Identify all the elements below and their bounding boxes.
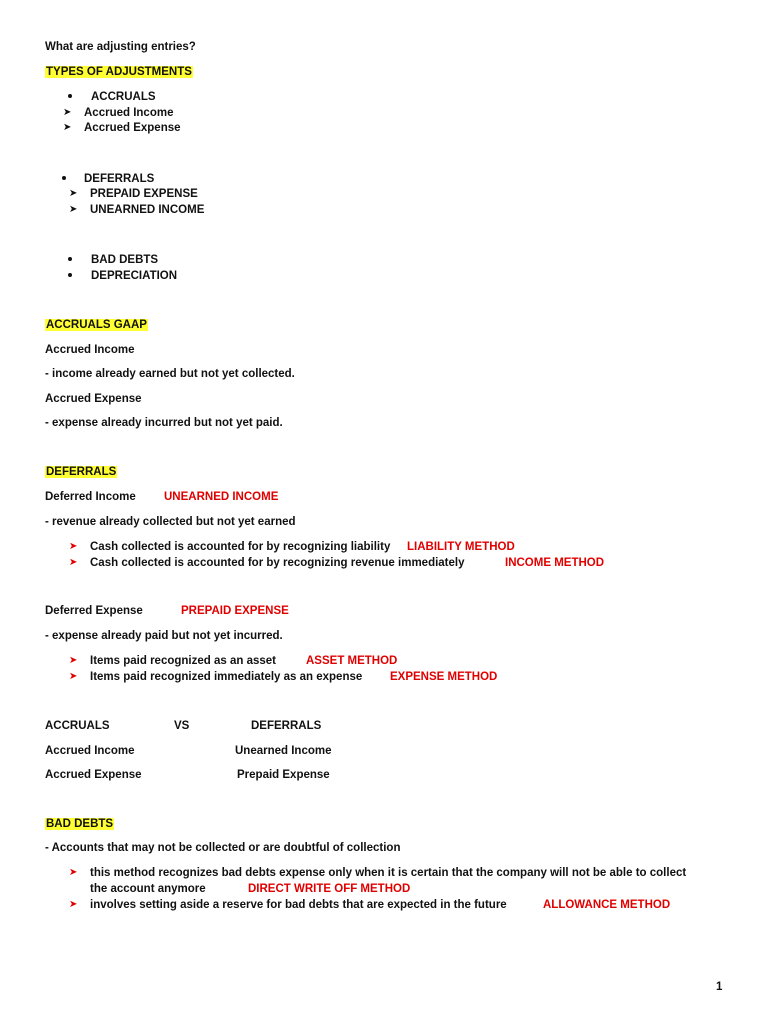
deferred-expense-definition: - expense already paid but not yet incurred.: [45, 630, 283, 642]
arrow-bullet-icon: ➤: [63, 122, 72, 133]
deferred-expense-item-text: Items paid recognized as an asset: [90, 655, 276, 667]
type-prepaid-expense: PREPAID EXPENSE: [90, 188, 198, 200]
bullet-icon: [68, 257, 72, 261]
asset-method-label: ASSET METHOD: [306, 655, 398, 667]
prepaid-expense-alias: PREPAID EXPENSE: [181, 605, 289, 617]
deferrals-heading: DEFERRALS: [46, 466, 117, 478]
types-heading: TYPES OF ADJUSTMENTS: [46, 66, 192, 78]
direct-write-off-text: this method recognizes bad debts expense only when it is certain that the company will not be able to collect: [90, 867, 687, 879]
bullet-icon: [68, 273, 72, 277]
deferred-expense-item-text: Items paid recognized immediately as an expense: [90, 671, 363, 683]
direct-write-off-text-cont: the account anymore: [90, 883, 206, 895]
direct-write-off-method-label: DIRECT WRITE OFF METHOD: [248, 883, 411, 895]
allowance-text: involves setting aside a reserve for bad debts that are expected in the future: [90, 899, 507, 911]
accrued-income-label: Accrued Income: [45, 344, 135, 356]
arrow-bullet-icon: ➤: [69, 899, 78, 910]
arrow-bullet-icon: ➤: [69, 188, 78, 199]
deferred-income-definition: - revenue already collected but not yet earned: [45, 516, 296, 528]
arrow-bullet-icon: ➤: [69, 204, 78, 215]
accrued-income-definition: - income already earned but not yet collected.: [45, 368, 295, 380]
type-unearned-income: UNEARNED INCOME: [90, 204, 205, 216]
deferred-income-label: Deferred Income: [45, 491, 136, 503]
arrow-bullet-icon: ➤: [69, 541, 78, 552]
comparison-left-cell: Accrued Expense: [45, 769, 142, 781]
comparison-left-cell: Accrued Income: [45, 745, 135, 757]
income-method-label: INCOME METHOD: [505, 557, 605, 569]
page-number: 1: [716, 981, 723, 993]
deferred-expense-label: Deferred Expense: [45, 605, 143, 617]
arrow-bullet-icon: ➤: [69, 655, 78, 666]
comparison-right-heading: DEFERRALS: [251, 720, 322, 732]
accrued-expense-definition: - expense already incurred but not yet paid.: [45, 417, 283, 429]
comparison-right-cell: Unearned Income: [235, 745, 332, 757]
arrow-bullet-icon: ➤: [69, 557, 78, 568]
comparison-right-cell: Prepaid Expense: [237, 769, 330, 781]
bad-debts-heading: BAD DEBTS: [46, 818, 114, 830]
deferred-income-item-text: Cash collected is accounted for by recognizing liability: [90, 541, 391, 553]
expense-method-label: EXPENSE METHOD: [390, 671, 498, 683]
accruals-heading: ACCRUALS GAAP: [46, 319, 147, 331]
bad-debts-definition: - Accounts that may not be collected or are doubtful of collection: [45, 842, 401, 854]
type-bad-debts: BAD DEBTS: [91, 254, 159, 266]
bullet-icon: [62, 176, 66, 180]
type-accruals: ACCRUALS: [91, 91, 156, 103]
type-accrued-income: Accrued Income: [84, 107, 174, 119]
deferred-income-item-text: Cash collected is accounted for by recognizing revenue immediately: [90, 557, 465, 569]
comparison-vs: VS: [174, 720, 190, 732]
arrow-bullet-icon: ➤: [69, 867, 78, 878]
bullet-icon: [68, 94, 72, 98]
arrow-bullet-icon: ➤: [69, 671, 78, 682]
page-title: What are adjusting entries?: [45, 41, 196, 53]
unearned-income-alias: UNEARNED INCOME: [164, 491, 279, 503]
comparison-left-heading: ACCRUALS: [45, 720, 110, 732]
type-deferrals: DEFERRALS: [84, 173, 155, 185]
accrued-expense-label: Accrued Expense: [45, 393, 142, 405]
allowance-method-label: ALLOWANCE METHOD: [543, 899, 671, 911]
type-depreciation: DEPRECIATION: [91, 270, 178, 282]
type-accrued-expense: Accrued Expense: [84, 122, 181, 134]
arrow-bullet-icon: ➤: [63, 107, 72, 118]
liability-method-label: LIABILITY METHOD: [407, 541, 515, 553]
